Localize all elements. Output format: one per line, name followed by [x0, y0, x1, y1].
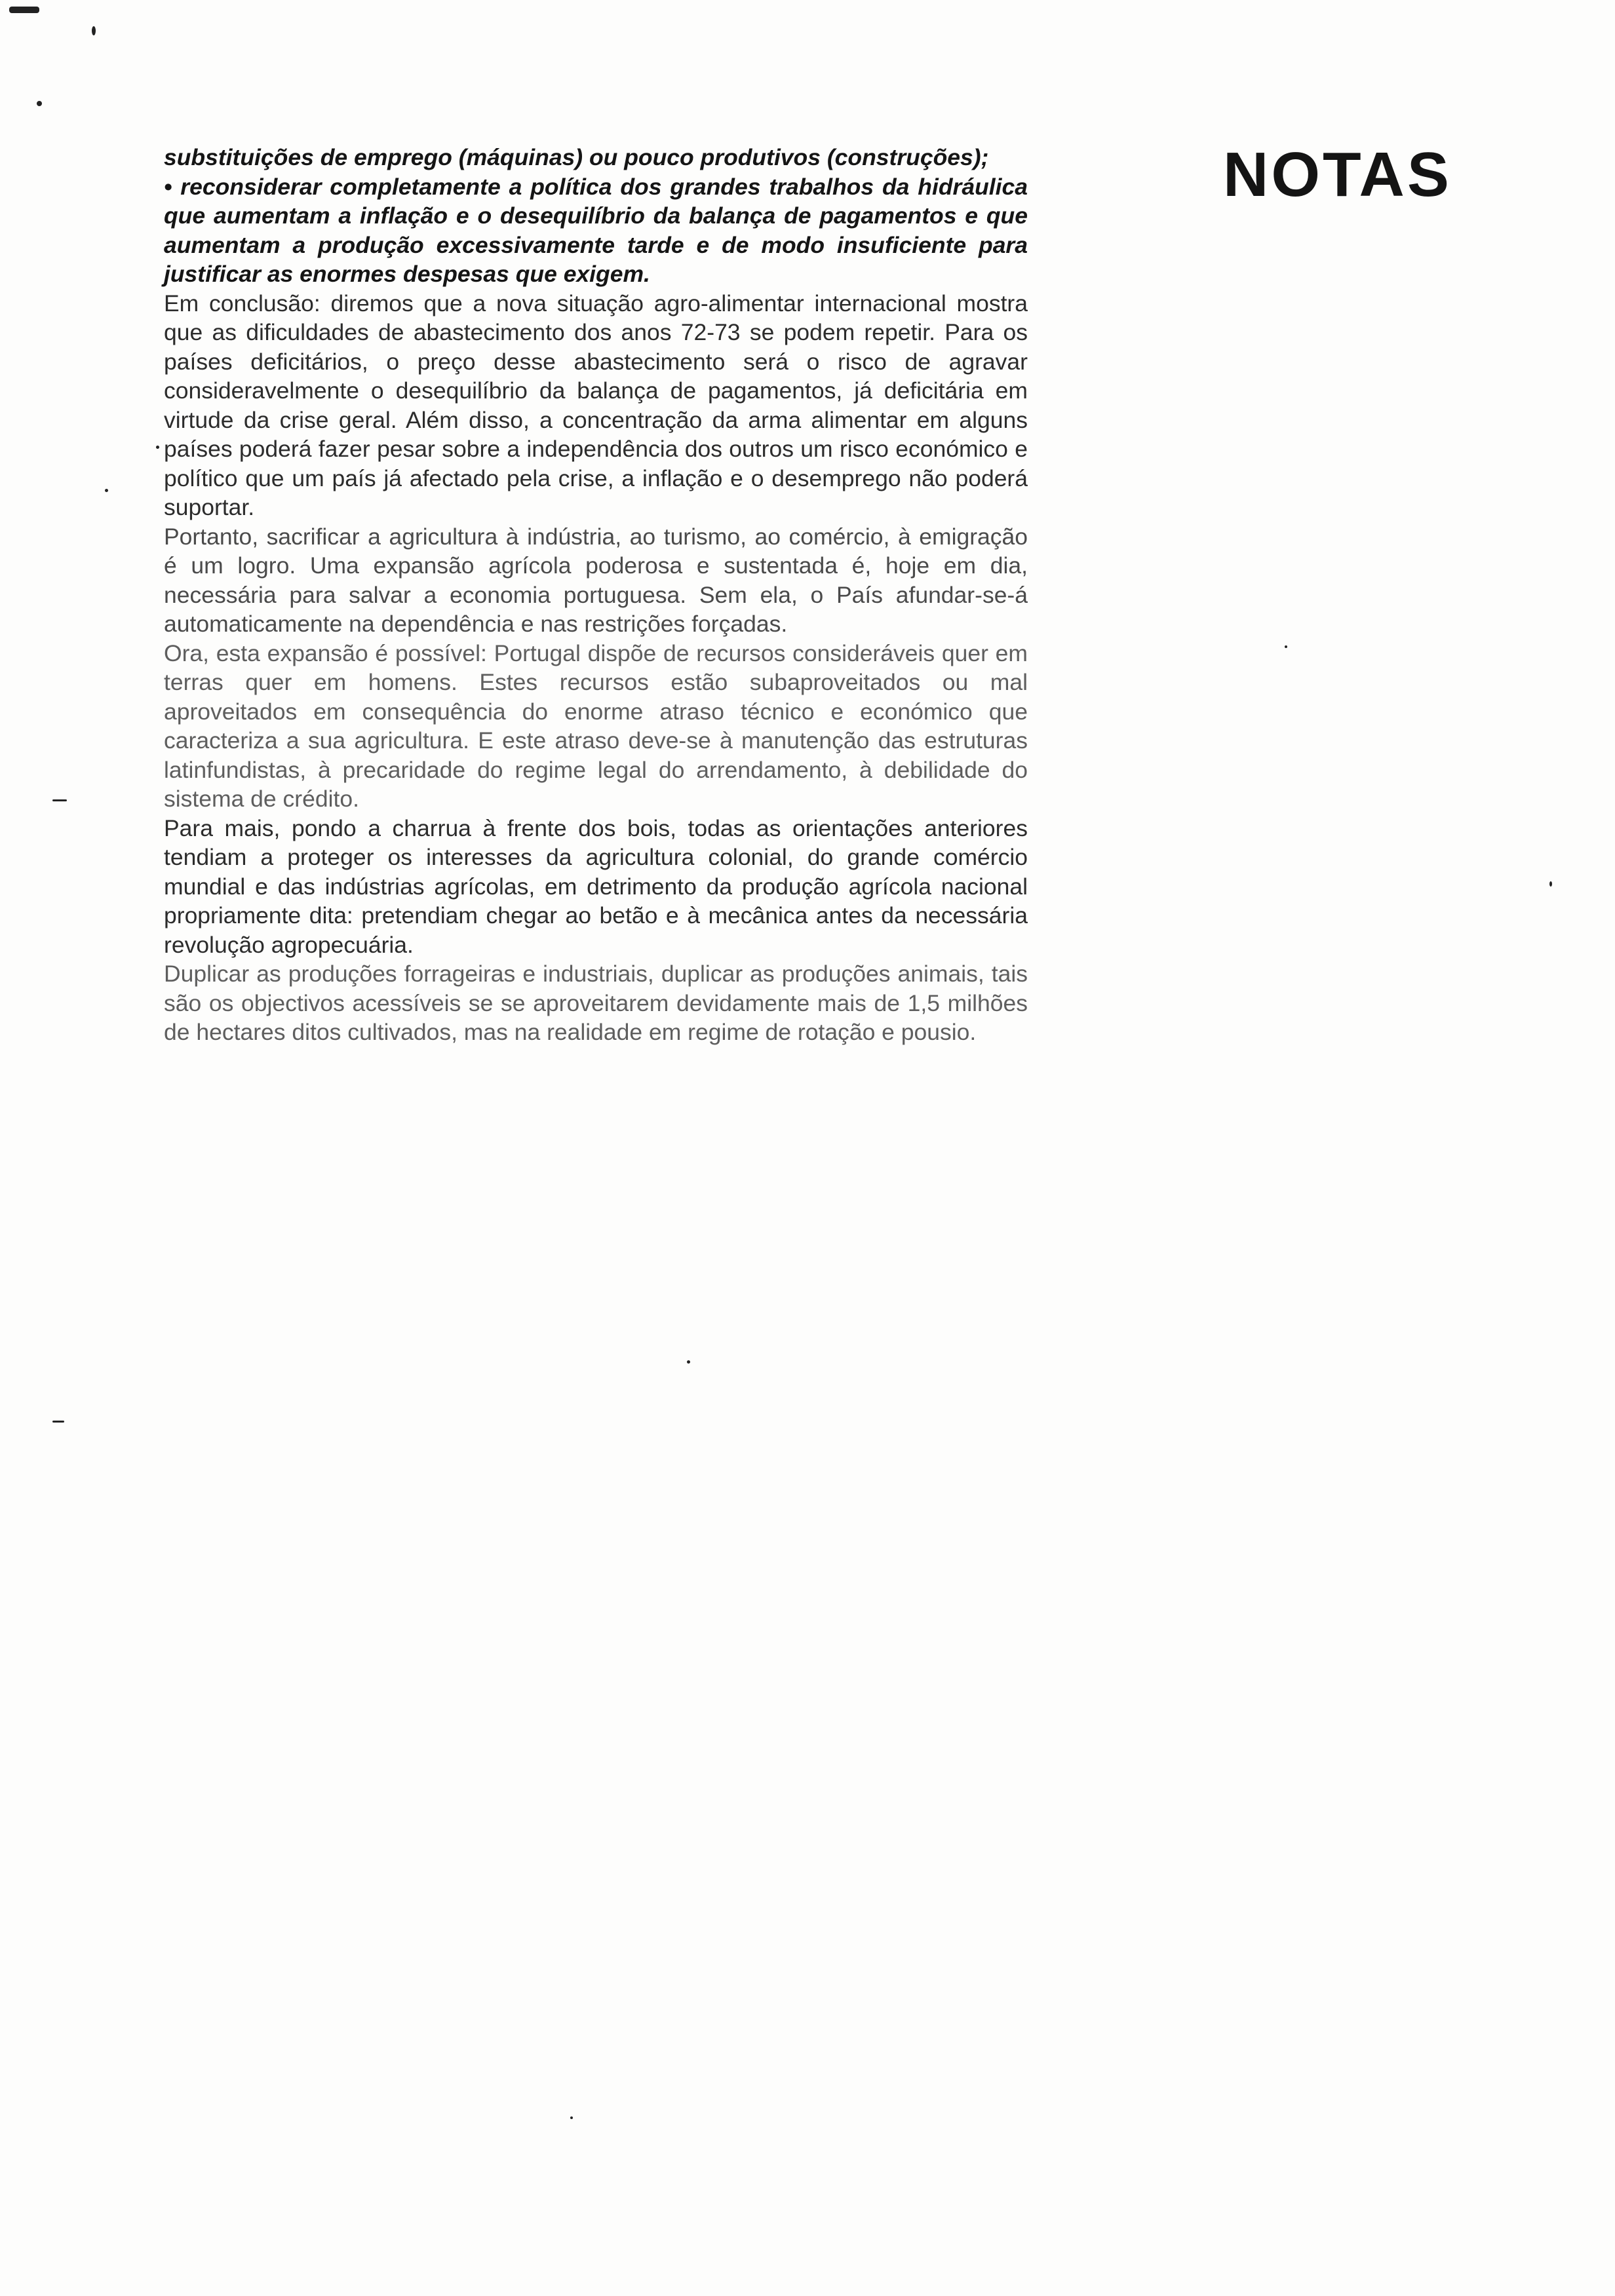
scan-speck [37, 101, 42, 106]
page-heading: NOTAS [1223, 140, 1452, 210]
scan-speck [52, 799, 67, 801]
paragraph-conclusion: Em conclusão: diremos que a nova situação agro-alimentar internacional mostra que as dificuldades de abastecimento dos anos 72-73 se podem repetir. Para os países deficitários, o preço desse abastecimento será o risco de agravar consideravelmente o desequilíbrio da balança de pagamentos, já deficitária em virtude da crise geral. Além disso, a concentração da arma alimentar em alguns países poderá fazer pesar sobre a independência dos outros um risco económico e político que um país já afectado pela crise, a inflação e o desemprego não poderá suportar. [164, 290, 1028, 520]
scan-speck [687, 1360, 690, 1364]
article-body [164, 143, 1028, 1047]
scan-speck [1285, 645, 1287, 648]
scan-speck [156, 446, 159, 449]
paragraph-duplicar: Duplicar as produções forrageiras e industriais, duplicar as produções animais, tais são os objectivos acessíveis se se aproveitarem devidamente mais de 1,5 milhões de hectares ditos cultivados, mas na realidade em regime de rotação e pousio. [164, 961, 1028, 1045]
scan-speck [92, 26, 96, 35]
paragraph-continuation: substituições de emprego (máquinas) ou pouco produtivos (construções); [164, 144, 989, 170]
scan-speck [1549, 881, 1552, 887]
scan-speck [570, 2116, 573, 2119]
paragraph-expansao: Ora, esta expansão é possível: Portugal dispõe de recursos consideráveis quer em terras quer em homens. Estes recursos estão subaproveitados ou mal aproveitados em consequência do enorme atraso técnico e económico que caracteriza a sua agricultura. E este atraso deve-se à manutenção das estruturas latinfundistas, à precaridade do regime legal do arrendamento, à debilidade do sistema de crédito. [164, 640, 1028, 812]
scan-speck [105, 489, 108, 492]
scan-speck [9, 7, 39, 13]
paragraph-bullet: • reconsiderar completamente a política dos grandes trabalhos da hidráulica que aumentam a inflação e o desequilíbrio da balança de pagamentos e que aumentam a produção excessivamente tarde e de modo insuficiente para justificar as enormes despesas que exigem. [164, 173, 1028, 287]
paragraph-para-mais: Para mais, pondo a charrua à frente dos bois, todas as orientações anteriores tendiam a proteger os interesses da agricultura colonial, do grande comércio mundial e das indústrias agrícolas, em detrimento da produção agrícola nacional propriamente dita: pretendiam chegar ao betão e à mecânica antes da necessária revolução agropecuária. [164, 814, 1028, 958]
paragraph-portanto: Portanto, sacrificar a agricultura à indústria, ao turismo, ao comércio, à emigração é um logro. Uma expansão agrícola poderosa e sustentada é, hoje em dia, necessária para salvar a economia portuguesa. Sem ela, o País afundar-se-á automaticamente na dependência e nas restrições forçadas. [164, 523, 1028, 637]
scan-speck [52, 1421, 64, 1423]
